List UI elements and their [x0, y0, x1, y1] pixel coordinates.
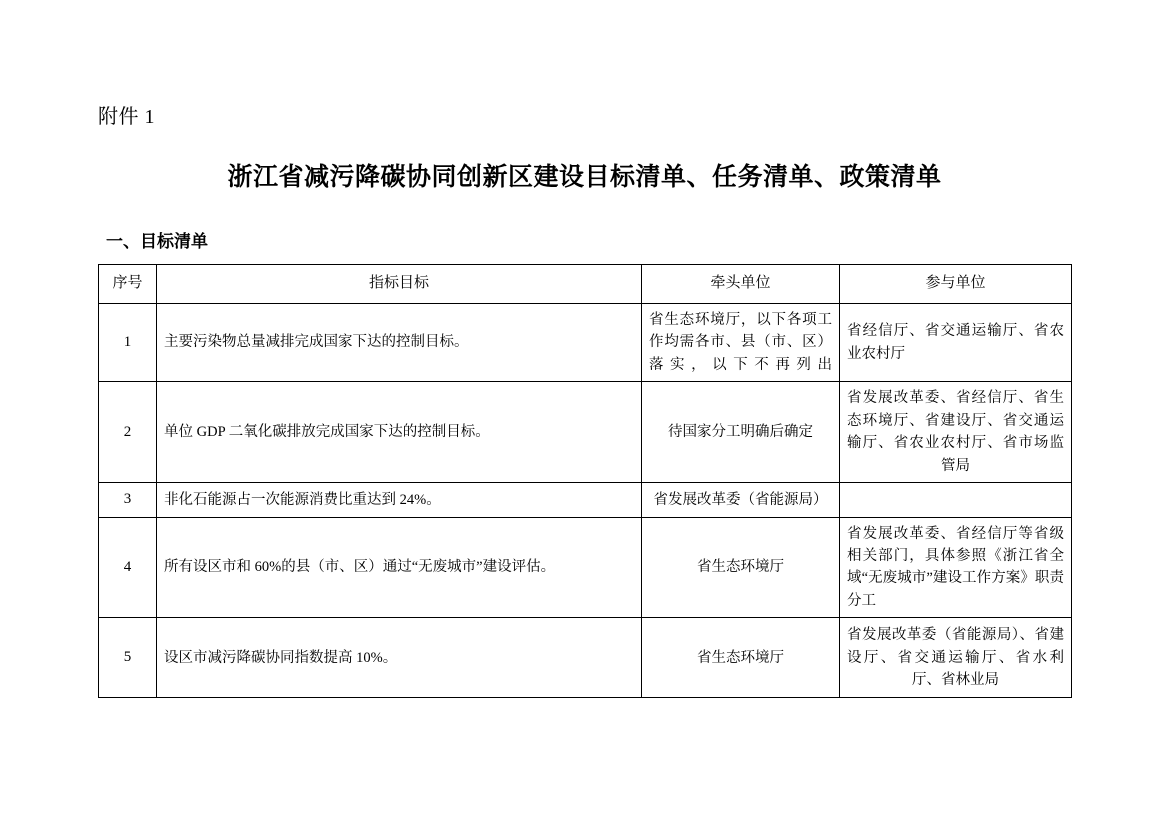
- cell-lead: 省生态环境厅，以下各项工作均需各市、县（市、区）落实，以下不再列出: [642, 304, 840, 382]
- section-heading: 一、目标清单: [106, 232, 208, 251]
- cell-lead: 省生态环境厅: [642, 618, 840, 698]
- cell-participants: 省经信厅、省交通运输厅、省农业农村厅: [840, 304, 1072, 382]
- page-title: 浙江省减污降碳协同创新区建设目标清单、任务清单、政策清单: [227, 163, 942, 191]
- cell-no: 1: [99, 304, 157, 382]
- table-header-row: [99, 265, 1072, 304]
- cell-no: 3: [99, 483, 157, 517]
- cell-no: 5: [99, 618, 157, 698]
- cell-participants: 省发展改革委、省经信厅、省生态环境厅、省建设厅、省交通运输厅、省农业农村厅、省市场监管局: [840, 382, 1072, 483]
- column-header-participants: 参与单位: [840, 265, 1072, 304]
- goal-list-table: [98, 264, 1072, 698]
- cell-no: 2: [99, 382, 157, 483]
- cell-lead: 省生态环境厅: [642, 517, 840, 618]
- cell-lead: 省发展改革委（省能源局）: [642, 483, 840, 517]
- cell-target: 单位 GDP 二氧化碳排放完成国家下达的控制目标。: [157, 382, 642, 483]
- column-header-no: 序号: [99, 265, 157, 304]
- table-row: [99, 382, 1072, 483]
- table-row: [99, 618, 1072, 698]
- cell-target: 非化石能源占一次能源消费比重达到 24%。: [157, 483, 642, 517]
- cell-participants: 省发展改革委（省能源局）、省建设厅、省交通运输厅、省水利厅、省林业局: [840, 618, 1072, 698]
- cell-participants: 省发展改革委、省经信厅等省级相关部门，具体参照《浙江省全域“无废城市”建设工作方案》职责分工: [840, 517, 1072, 618]
- cell-target: 主要污染物总量减排完成国家下达的控制目标。: [157, 304, 642, 382]
- column-header-target: 指标目标: [157, 265, 642, 304]
- cell-target: 所有设区市和 60%的县（市、区）通过“无废城市”建设评估。: [157, 517, 642, 618]
- attachment-label: 附件 1: [98, 106, 155, 128]
- table-row: [99, 483, 1072, 517]
- table-row: [99, 304, 1072, 382]
- cell-target: 设区市减污降碳协同指数提高 10%。: [157, 618, 642, 698]
- cell-participants: [840, 483, 1072, 517]
- column-header-lead: 牵头单位: [642, 265, 840, 304]
- cell-lead: 待国家分工明确后确定: [642, 382, 840, 483]
- cell-no: 4: [99, 517, 157, 618]
- table-row: [99, 517, 1072, 618]
